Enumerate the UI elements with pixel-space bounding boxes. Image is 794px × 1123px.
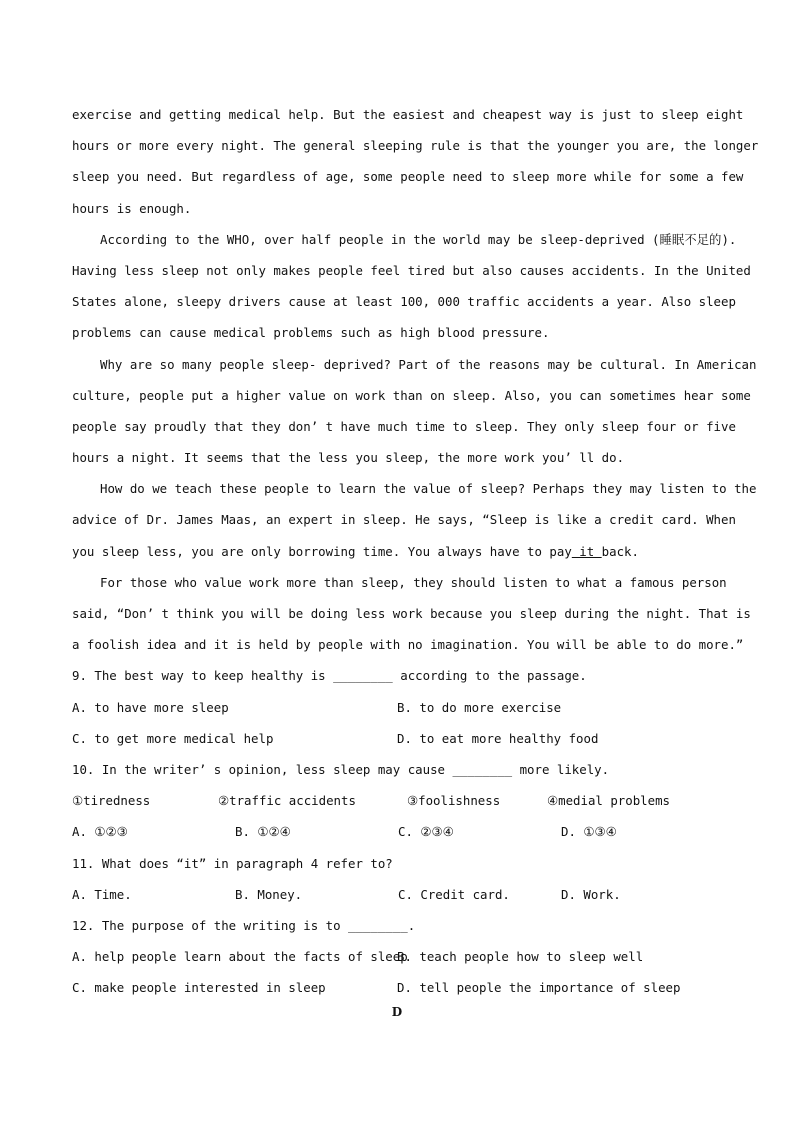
question-stem: 10. In the writer’ s opinion, less sleep may cause ________ more likely. <box>72 761 610 777</box>
text-line: For those who value work more than sleep, they should listen to what a famous person <box>100 574 727 590</box>
option-a: A. to have more sleep <box>72 699 229 715</box>
option-c: C. Credit card. <box>398 886 510 902</box>
text-line: hours a night. It seems that the less you sleep, the more work you’ ll do. <box>72 450 625 466</box>
options-row <box>72 941 722 972</box>
text-line: sleep you need. But regardless of age, some people need to sleep more while for some a few <box>72 169 744 185</box>
paragraph-2 <box>72 224 751 349</box>
paragraph-4 <box>72 473 757 567</box>
text-segment: you sleep less, you are only borrowing time. You always have to pay <box>72 543 572 559</box>
text-line: How do we teach these people to learn the value of sleep? Perhaps they may listen to the <box>100 481 757 497</box>
text-line: said, “Don’ t think you will be doing less work because you sleep during the night. That is <box>72 606 751 621</box>
text-line: Having less sleep not only makes people feel tired but also causes accidents. In the United <box>72 262 751 278</box>
options-row <box>72 972 722 1003</box>
text-line: advice of Dr. James Maas, an expert in sleep. He says, “Sleep is like a credit card. When <box>72 512 736 528</box>
text-line: people say proudly that they don’ t have much time to sleep. They only sleep four or five <box>72 418 736 434</box>
text-line: a foolish idea and it is held by people with no imagination. You will be able to do more.” <box>72 637 744 653</box>
choice-items <box>72 785 722 816</box>
question-10 <box>72 754 722 848</box>
option-a: A. ①②③ <box>72 824 128 840</box>
paragraph-5 <box>72 567 751 661</box>
text-line: hours or more every night. The general sleeping rule is that the younger you are, the longer <box>72 138 759 154</box>
choice-item: ①tiredness <box>72 793 151 809</box>
question-stem: 12. The purpose of the writing is to ________. <box>72 917 416 933</box>
choice-item: ②traffic accidents <box>218 793 356 809</box>
option-a: A. Time. <box>72 886 132 902</box>
option-c: C. ②③④ <box>398 824 454 840</box>
question-stem: 11. What does “it” in paragraph 4 refer to? <box>72 855 393 871</box>
question-12 <box>72 910 722 1004</box>
option-a: A. help people learn about the facts of sleep <box>72 949 408 965</box>
option-d: D. Work. <box>561 886 621 902</box>
text-line: States alone, sleepy drivers cause at least 100, 000 traffic accidents a year. Also sleep <box>72 294 736 310</box>
options-row <box>72 692 722 723</box>
text-line: exercise and getting medical help. But the easiest and cheapest way is just to sleep eight <box>72 107 744 122</box>
text-line: hours is enough. <box>72 200 192 216</box>
option-d: D. to eat more healthy food <box>397 730 599 746</box>
option-c: C. to get more medical help <box>72 730 274 746</box>
option-b: B. teach people how to sleep well <box>397 949 644 965</box>
text-line: culture, people put a higher value on work than on sleep. Also, you can sometimes hear some <box>72 387 751 403</box>
choice-item: ④medial problems <box>547 793 671 809</box>
option-b: B. ①②④ <box>235 824 291 840</box>
question-9 <box>72 660 722 754</box>
text-segment: back. <box>601 543 639 559</box>
question-stem: 9. The best way to keep healthy is ________ according to the passage. <box>72 668 587 684</box>
text-line: problems can cause medical problems such as high blood pressure. <box>72 325 550 341</box>
choice-item: ③foolishness <box>407 793 501 809</box>
options-row <box>72 816 722 847</box>
option-b: B. Money. <box>235 886 303 902</box>
text-line <box>72 536 722 567</box>
options-row <box>72 723 722 754</box>
underlined-it: it <box>571 543 602 559</box>
option-d: D. ①③④ <box>561 824 617 840</box>
options-row <box>72 879 722 910</box>
text-line: According to the WHO, over half people in the world may be sleep-deprived (睡眠不足的). <box>100 231 737 247</box>
section-heading: D <box>391 1005 403 1020</box>
document-page <box>72 99 759 1020</box>
question-11 <box>72 848 722 910</box>
option-c: C. make people interested in sleep <box>72 980 326 996</box>
paragraph-3 <box>72 349 757 474</box>
option-d: D. tell people the importance of sleep <box>397 980 681 996</box>
option-b: B. to do more exercise <box>397 699 562 715</box>
text-line: Why are so many people sleep- deprived? Part of the reasons may be cultural. In American <box>100 356 757 372</box>
paragraph-1 <box>72 99 759 224</box>
